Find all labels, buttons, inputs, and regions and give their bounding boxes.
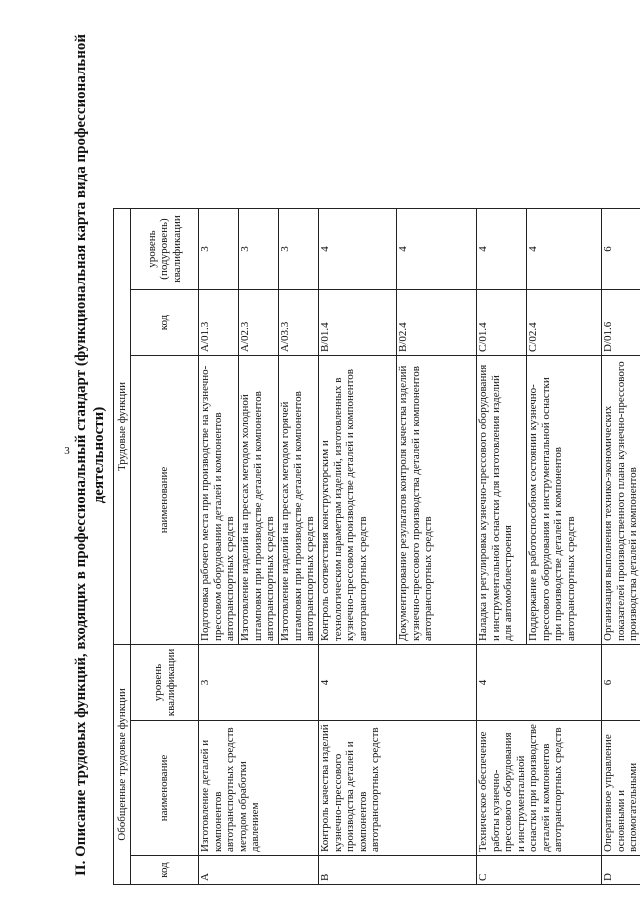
function-code: D/01.6 xyxy=(602,290,640,356)
header-function-level: уровень (подуровень) квалификации xyxy=(131,209,199,290)
group-level: 3 xyxy=(199,645,319,721)
header-generalized-functions: Обобщенные трудовые функции xyxy=(114,645,131,885)
function-level: 4 xyxy=(397,209,477,290)
table-row xyxy=(199,209,239,885)
table-row xyxy=(319,209,397,885)
function-name: Подготовка рабочего места при производстве на кузнечно-прессовом оборудовании деталей и компонентов автотранспортных средств xyxy=(199,356,239,645)
table-row xyxy=(477,209,527,885)
function-name: Изготовление изделий на прессах методом горячей штамповки при производстве деталей и компонентов автотранспортных средств xyxy=(279,356,319,645)
function-code: A/01.3 xyxy=(199,290,239,356)
group-code: D xyxy=(602,856,640,885)
function-name: Наладка и регулировка кузнечно-прессового оборудования и инструментальной оснастки для изготовления изделий для автомобилестроения xyxy=(477,356,527,645)
function-code: C/01.4 xyxy=(477,290,527,356)
function-code: C/02.4 xyxy=(527,290,602,356)
group-name: Оперативное управление основными и вспомогательными xyxy=(602,721,640,856)
group-code: A xyxy=(199,856,319,885)
group-code: C xyxy=(477,856,602,885)
header-function-name: наименование xyxy=(131,356,199,645)
page-number: 3 xyxy=(64,445,70,457)
function-code: A/03.3 xyxy=(279,290,319,356)
function-level: 6 xyxy=(602,209,640,290)
function-name: Контроль соответствия конструкторским и технологическим параметрам изделий, изготовленных в кузнечно-прессовом производстве деталей и компонентов автотранспортных средств xyxy=(319,356,397,645)
header-labor-functions: Трудовые функции xyxy=(114,209,131,645)
function-level: 4 xyxy=(527,209,602,290)
function-name: Изготовление изделий на прессах методом холодной штамповки при производстве деталей и компонентов автотранспортных средств xyxy=(239,356,279,645)
function-level: 3 xyxy=(199,209,239,290)
group-name: Техническое обеспечение работы кузнечно-прессового оборудования и инструментальной оснастки при производстве деталей и компонентов автотранспортных средств xyxy=(477,721,602,856)
header-function-code: код xyxy=(131,290,199,356)
group-name: Изготовление деталей и компонентов автотранспортных средств методом обработки давлением xyxy=(199,721,319,856)
function-code: A/02.3 xyxy=(239,290,279,356)
group-level: 6 xyxy=(602,645,640,721)
function-name: Поддержание в работоспособном состоянии кузнечно-прессового оборудования и инструментальной оснастки при производстве деталей и компонентов автотранспортных средств xyxy=(527,356,602,645)
group-code: B xyxy=(319,856,477,885)
function-name: Организация выполнения технико-экономических показателей производственного плана кузнечно-прессового производства деталей и компонентов xyxy=(602,356,640,645)
group-level: 4 xyxy=(477,645,602,721)
function-level: 3 xyxy=(279,209,319,290)
header-group-name: наименование xyxy=(131,721,199,856)
function-code: B/02.4 xyxy=(397,290,477,356)
function-level: 4 xyxy=(477,209,527,290)
function-name: Документирование результатов контроля качества изделий кузнечно-прессового производства деталей и компонентов автотранспортных средств xyxy=(397,356,477,645)
group-name: Контроль качества изделий кузнечно-прессового производства деталей и компонентов автотранспортных средств xyxy=(319,721,477,856)
function-level: 4 xyxy=(319,209,397,290)
table-row xyxy=(602,209,640,885)
header-group-code: код xyxy=(131,856,199,885)
section-title: II. Описание трудовых функций, входящих в профессиональный стандарт (функциональная карта вида профессиональной деятельности) xyxy=(73,33,107,877)
functional-map-table xyxy=(113,208,640,885)
header-group-level: уровень квалификации xyxy=(131,645,199,721)
group-level: 4 xyxy=(319,645,477,721)
function-level: 3 xyxy=(239,209,279,290)
function-code: B/01.4 xyxy=(319,290,397,356)
